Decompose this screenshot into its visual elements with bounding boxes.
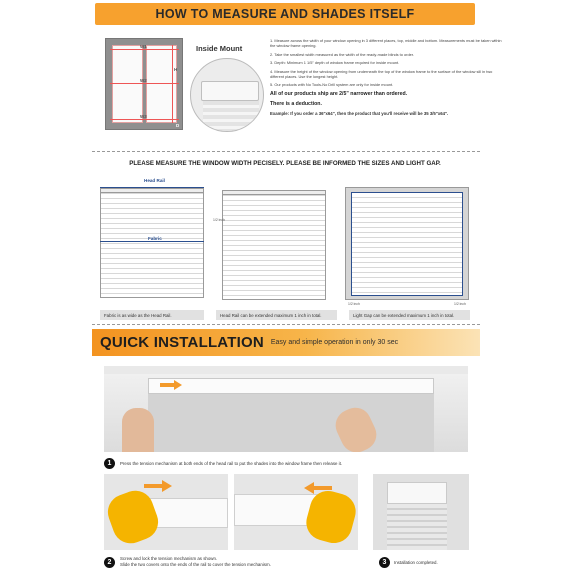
frame-top [104,366,468,374]
head-rail-label: Head Rail [144,178,165,183]
left-hand [122,408,154,452]
inside-mount-label: Inside Mount [196,44,243,53]
h-label: H [174,67,178,72]
shade-diagram-fabric [100,188,204,298]
quick-installation-bar [92,329,480,356]
yellow-glove-icon [104,486,163,549]
mount-fabric [203,101,259,131]
caption-fabric: Fabric is as wide as the Head Rail. [100,310,204,320]
step-2-text [120,556,370,567]
measure-heading: PLEASE MEASURE THE WINDOW WIDTH PECISELY. PLEASE BE INFORMED THE SIZES AND LIGHT GAP. [129,160,441,167]
extended-head-rail [222,190,326,195]
w3-label: W3 [140,114,147,119]
width-line-top [110,49,179,50]
instruction-4: 4. Measure the height of the window opening from underneath the top of the window frame to the surface of the window sill in two different places. Use the longest height. [270,68,493,79]
banner-title: HOW TO MEASURE AND SHADES ITSELF [155,7,415,21]
head-rail [100,188,204,193]
step-1-badge: 1 [104,458,115,469]
shade-photo [148,394,434,452]
quick-installation-subtitle: Easy and simple operation in only 30 sec [270,339,399,346]
shade-diagram-extended [222,190,326,300]
deduction-note: There is a deduction. [270,100,322,107]
quick-installation-title: QUICK INSTALLATION [100,334,264,351]
install-photo-step-2a [104,474,228,550]
instruction-2: 2. Take the smallest width measured as the width of the ready-made blinds to order. [270,51,414,57]
mount-head-rail [201,81,259,101]
instruction-1: 1. Measure across the width of your window opening in 3 different places, top, middle and bottom. Measurements must be taken within the window frame opening. [270,38,502,48]
orange-arrow-icon [302,482,332,494]
section-divider-2 [92,324,480,325]
step-3-badge: 3 [379,557,390,568]
ship-note: All of our products ship are 2/5" narrower than ordered. [270,90,408,97]
step-1-text: Press the tension mechanism at both ends of the head rail to put the shades into the window frame then release it. [120,461,343,466]
window-frame-light-gap [345,187,469,300]
orange-arrow-icon [144,480,174,492]
installed-shade-photo [387,504,447,550]
head-rail-photo [148,378,434,394]
orange-arrow-icon [160,380,184,390]
height-line [172,45,173,123]
w1-label: W1 [140,44,147,49]
width-line-middle [110,83,179,84]
installed-rail-photo [387,482,447,504]
w2-label: W2 [140,78,147,83]
step-2-line-2: Slide the two covers onto the ends of the rail to cover the tension mechanism. [120,561,271,567]
fabric-label: Fabric [148,236,162,241]
light-gap-left-label: 1/2 inch [348,302,360,306]
fabric-measure-line [100,241,204,242]
width-line-bottom [110,119,179,120]
top-banner [95,3,475,25]
inside-mount-closeup [190,58,264,132]
measure-instructions [270,38,505,116]
section-divider-1 [92,151,480,152]
install-photo-step-2b [234,474,358,550]
install-photo-step-1 [104,366,468,452]
light-gap-right-label: 1/2 inch [454,302,466,306]
caption-light-gap: Light Gap can be extended maximum 1 inch in total. [349,310,470,320]
head-rail-measure-line [100,187,204,188]
instruction-5: 5. Our products with No Tools-No Drill system are only for inside mount. [270,82,394,87]
d-label: D [176,123,180,128]
window-measure-diagram [105,38,183,130]
install-photo-step-3 [373,474,469,550]
step-2-line-1: Screw and lock the tension mechanism as shown. [120,556,218,561]
caption-head-rail: Head Rail can be extended maximum 1 inch in total. [216,310,337,320]
step-2-badge: 2 [104,557,115,568]
left-window-pane [112,45,143,123]
shade-in-frame [351,192,463,296]
example-note: Example: If you order a 36"x64", then the product that you'll receive will be 35 3/5"x64". [270,110,449,116]
step-3-text: Installation completed. [394,560,438,565]
instruction-3: 3. Depth: Minimum 1 1/5" depth of window frame required for inside mount. [270,60,400,65]
extension-inch-label: 1/2 inch [213,218,225,222]
